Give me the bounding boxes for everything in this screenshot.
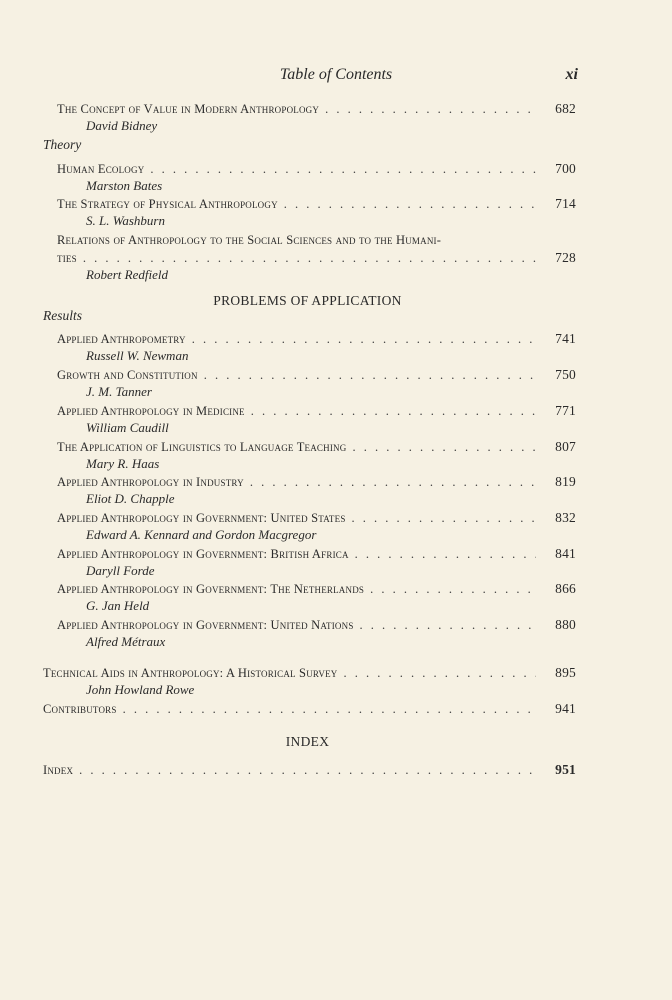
toc-entry-industry[interactable] [0,474,672,507]
leader-dots [352,511,536,526]
toc-entry-contributors[interactable] [0,701,672,717]
entry-line [57,403,576,419]
entry-author: Russell W. Newman [86,348,189,363]
entry-line [43,762,576,778]
entry-page: 771 [555,403,576,418]
entry-title: Technical Aids in Anthropology: A Historical Survey [43,666,338,680]
toc-entry-applied-anthropometry[interactable] [0,331,672,364]
entry-page: 951 [555,762,576,777]
toc-entry-growth[interactable] [0,367,672,400]
entry-page: 750 [555,367,576,382]
entry-author: Marston Bates [86,178,163,193]
toc-entry-medicine[interactable] [0,403,672,436]
entry-line [57,161,576,177]
entry-author: Eliot D. Chapple [86,491,175,506]
entry-title: The Strategy of Physical Anthropology [57,197,278,211]
leader-dots [250,475,536,490]
entry-title: Applied Anthropology in Government: The Netherlands [57,582,365,596]
entry-line [57,617,576,633]
entry-title: Index [43,763,74,777]
toc-entry-index[interactable] [0,762,672,778]
entry-author: David Bidney [86,118,158,133]
leader-dots [284,197,536,212]
section-label-theory: Theory [43,137,82,152]
entry-title: The Application of Linguistics to Language Teaching [57,440,347,454]
toc-entry-technical-aids[interactable] [0,665,672,698]
running-title: Table of Contents [279,66,393,83]
toc-entry-concept-of-value[interactable] [0,101,672,134]
leader-dots [355,547,536,562]
entry-line [57,439,576,455]
entry-page: 807 [555,439,576,454]
entry-author: Robert Redfield [86,267,168,282]
entry-page: 895 [555,665,576,680]
entry-author: J. M. Tanner [86,384,152,399]
toc-entry-strategy-physical[interactable] [0,196,672,229]
toc-entry-gov-netherlands[interactable] [0,581,672,614]
toc-entry-gov-british-africa[interactable] [0,546,672,579]
leader-dots [370,582,536,597]
entry-page: 741 [555,331,576,346]
leader-dots [352,440,536,455]
leader-dots [79,763,536,778]
folio: xi [565,66,578,83]
entry-line [57,367,576,383]
entry-page: 682 [555,101,576,116]
entry-line [43,665,576,681]
toc-entry-relations[interactable] [0,233,672,283]
entry-author: Edward A. Kennard and Gordon Macgregor [86,527,317,542]
toc-entry-human-ecology[interactable] [0,161,672,194]
toc-entry-linguistics[interactable] [0,439,672,472]
entry-title: The Concept of Value in Modern Anthropology [57,102,320,116]
entry-author: Mary R. Haas [86,456,160,471]
entry-title: Applied Anthropology in Government: British Africa [57,547,349,561]
entry-page: 819 [555,474,576,489]
entry-page: 880 [555,617,576,632]
leader-dots [325,102,536,117]
entry-page: 941 [555,701,576,716]
leader-dots [360,618,536,633]
entry-title-line2: ties [57,251,77,265]
entry-title: Human Ecology [57,162,145,176]
entry-author: Daryll Forde [86,563,155,578]
entry-title: Applied Anthropometry [57,332,186,346]
leader-dots [343,666,536,681]
entry-title: Applied Anthropology in Medicine [57,404,245,418]
entry-line [57,546,576,562]
entry-line [57,196,576,212]
leader-dots [150,162,536,177]
entry-page: 728 [555,250,576,265]
leader-dots [251,404,536,419]
entry-author: John Howland Rowe [86,682,195,697]
entry-line [57,474,576,490]
section-label-results: Results [43,308,82,323]
entry-line [57,250,576,266]
entry-author: S. L. Washburn [86,213,165,228]
entry-author: G. Jan Held [86,598,150,613]
entry-line [43,701,576,717]
section-heading-index: INDEX [285,734,330,749]
leader-dots [123,702,536,717]
entry-title: Applied Anthropology in Industry [57,475,244,489]
entry-page: 832 [555,510,576,525]
entry-page: 866 [555,581,576,596]
entry-page: 841 [555,546,576,561]
toc-entry-gov-un[interactable] [0,617,672,650]
entry-title: Growth and Constitution [57,368,198,382]
entry-title: Applied Anthropology in Government: United States [57,511,346,525]
entry-title: Applied Anthropology in Government: United Nations [57,618,354,632]
entry-line [57,101,576,117]
entry-page: 700 [555,161,576,176]
leader-dots [83,251,536,266]
entry-line [57,331,576,347]
leader-dots [204,368,536,383]
entry-title-line1: Relations of Anthropology to the Social Sciences and to the Humani- [57,233,442,247]
entry-line [57,581,576,597]
entry-author: William Caudill [86,420,169,435]
entry-line [57,510,576,526]
entry-author: Alfred Métraux [86,634,166,649]
entry-title: Contributors [43,702,117,716]
entry-page: 714 [555,196,576,211]
toc-entry-gov-us[interactable] [0,510,672,543]
leader-dots [192,332,536,347]
section-heading-application: PROBLEMS OF APPLICATION [213,293,402,308]
